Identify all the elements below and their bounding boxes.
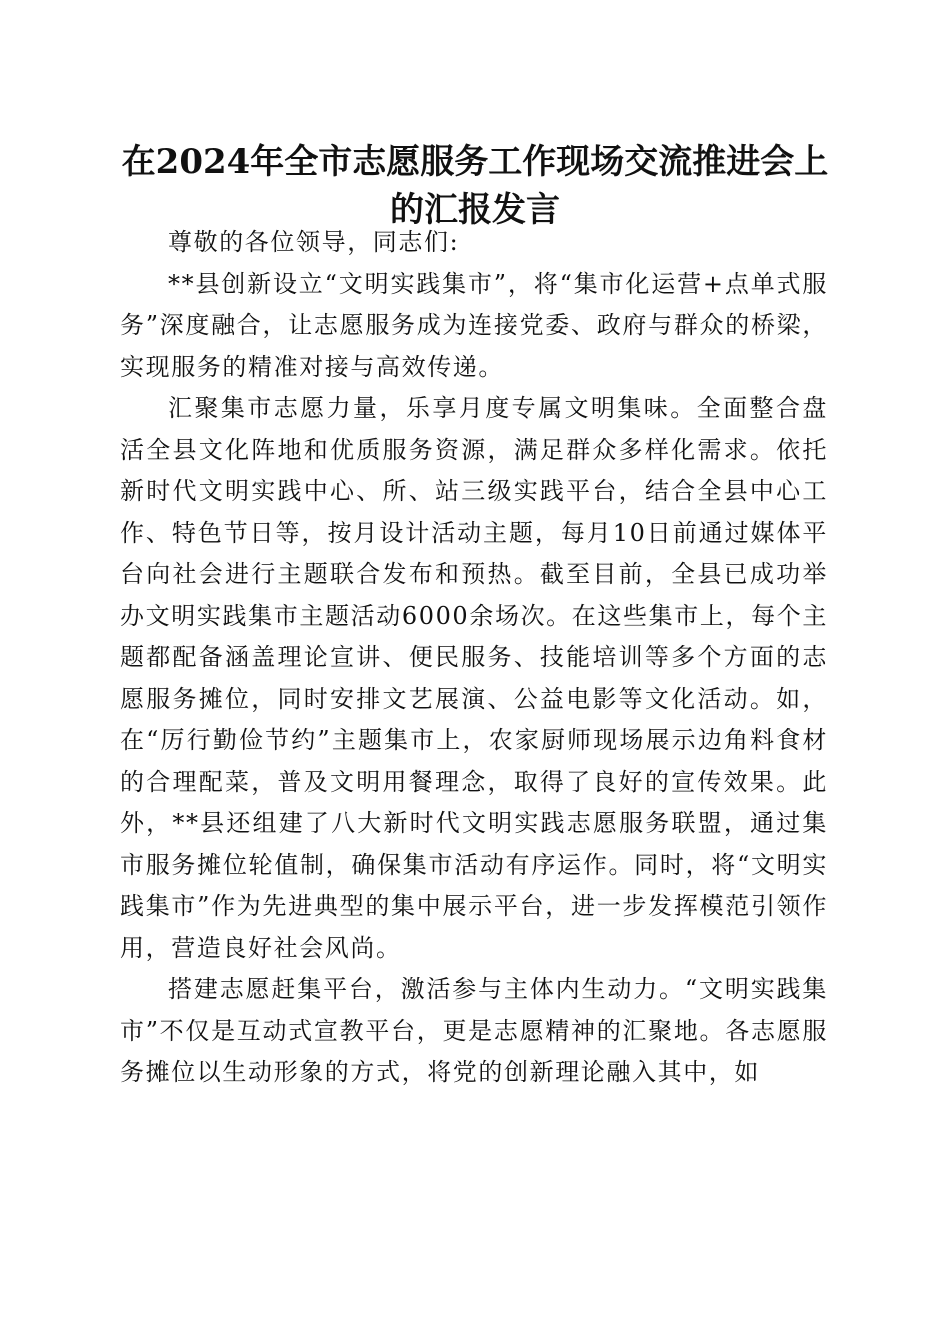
salutation-paragraph: 尊敬的各位领导，同志们: (168, 228, 460, 256)
intro-paragraph: **县创新设立“文明实践集市”，将“集市化运营+点单式服务”深度融合，让志愿服务成为连接党委、政府与群众的桥梁，实现服务的精准对接与高效传递。 (120, 269, 828, 381)
body-paragraph: 搭建志愿赶集平台，激活参与主体内生动力。“文明实践集市”不仅是互动式宣教平台，更是志愿精神的汇聚地。各志愿服务摊位以生动形象的方式，将党的创新理论融入其中，如 (120, 975, 828, 1086)
document-body (120, 222, 828, 1094)
document-title: 在2024年全市志愿服务工作现场交流推进会上的汇报发言 (121, 142, 829, 230)
body-paragraph: 汇聚集市志愿力量，乐享月度专属文明集味。全面整合盘活全县文化阵地和优质服务资源，满足群众多样化需求。依托新时代文明实践中心、所、站三级实践平台，结合全县中心工作、特色节日等，按月设计活动主题，每月10日前通过媒体平台向社会进行主题联合发布和预热。截至目前，全县已成功举办文明实践集市主题活动6000余场次。在这些集市上，每个主题都配备涵盖理论宣讲、便民服务、技能培训等多个方面的志愿服务摊位，同时安排文艺展演、公益电影等文化活动。如，在“厉行勤俭节约”主题集市上，农家厨师现场展示边角料食材的合理配菜，普及文明用餐理念，取得了良好的宣传效果。此外，**县还组建了八大新时代文明实践志愿服务联盟，通过集市服务摊位轮值制，确保集市活动有序运作。同时，将“文明实践集市”作为先进典型的集中展示平台，进一步发挥模范引领作用，营造良好社会风尚。 (120, 394, 828, 962)
